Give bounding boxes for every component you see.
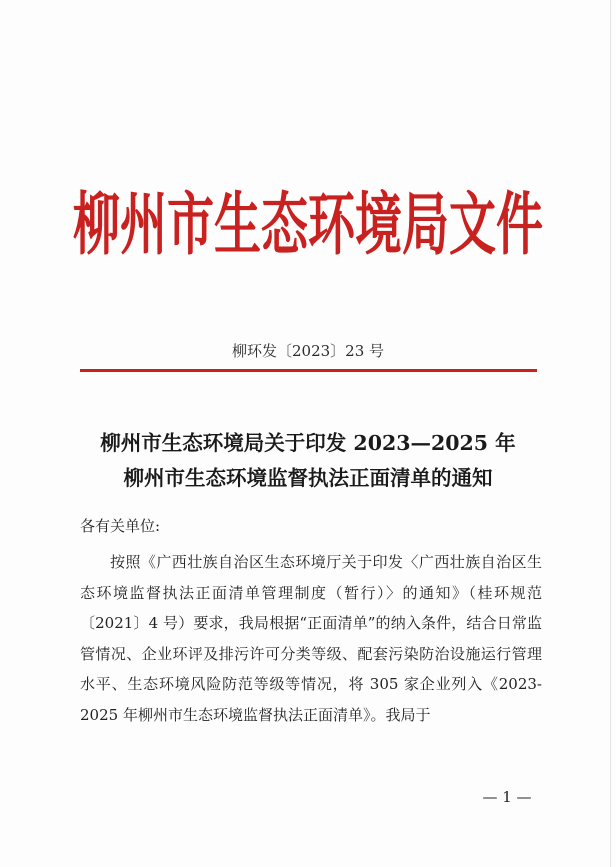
page-number: — 1 —: [482, 788, 532, 806]
document-title-line-1: 柳州市生态环境局关于印发 2023—2025 年: [100, 431, 516, 455]
body-paragraph: 按照《广西壮族自治区生态环境厅关于印发〈广西壮族自治区生态环境监督执法正面清单管理制度（暂行）〉的通知》（桂环规范〔2021〕4 号）要求，我局根据“正面清单”的纳入条件，结合日常监管情况、企业环评及排污许可分类等级、配套污染防治设施运行管理水平、生态环境风险防范等级等情况，将 305 家企业列入《2023-2025 年柳州市生态环境监督执法正面清单》。我局于: [80, 553, 542, 724]
red-separator-line: [80, 369, 537, 372]
document-title-line-2: 柳州市生态环境监督执法正面清单的通知: [123, 466, 493, 490]
issuing-authority-header: 柳州市生态环境局文件: [73, 185, 543, 266]
document-title: [0, 426, 616, 496]
salutation: 各有关单位:: [80, 517, 161, 535]
document-number: 柳环发〔2023〕23 号: [231, 342, 385, 360]
